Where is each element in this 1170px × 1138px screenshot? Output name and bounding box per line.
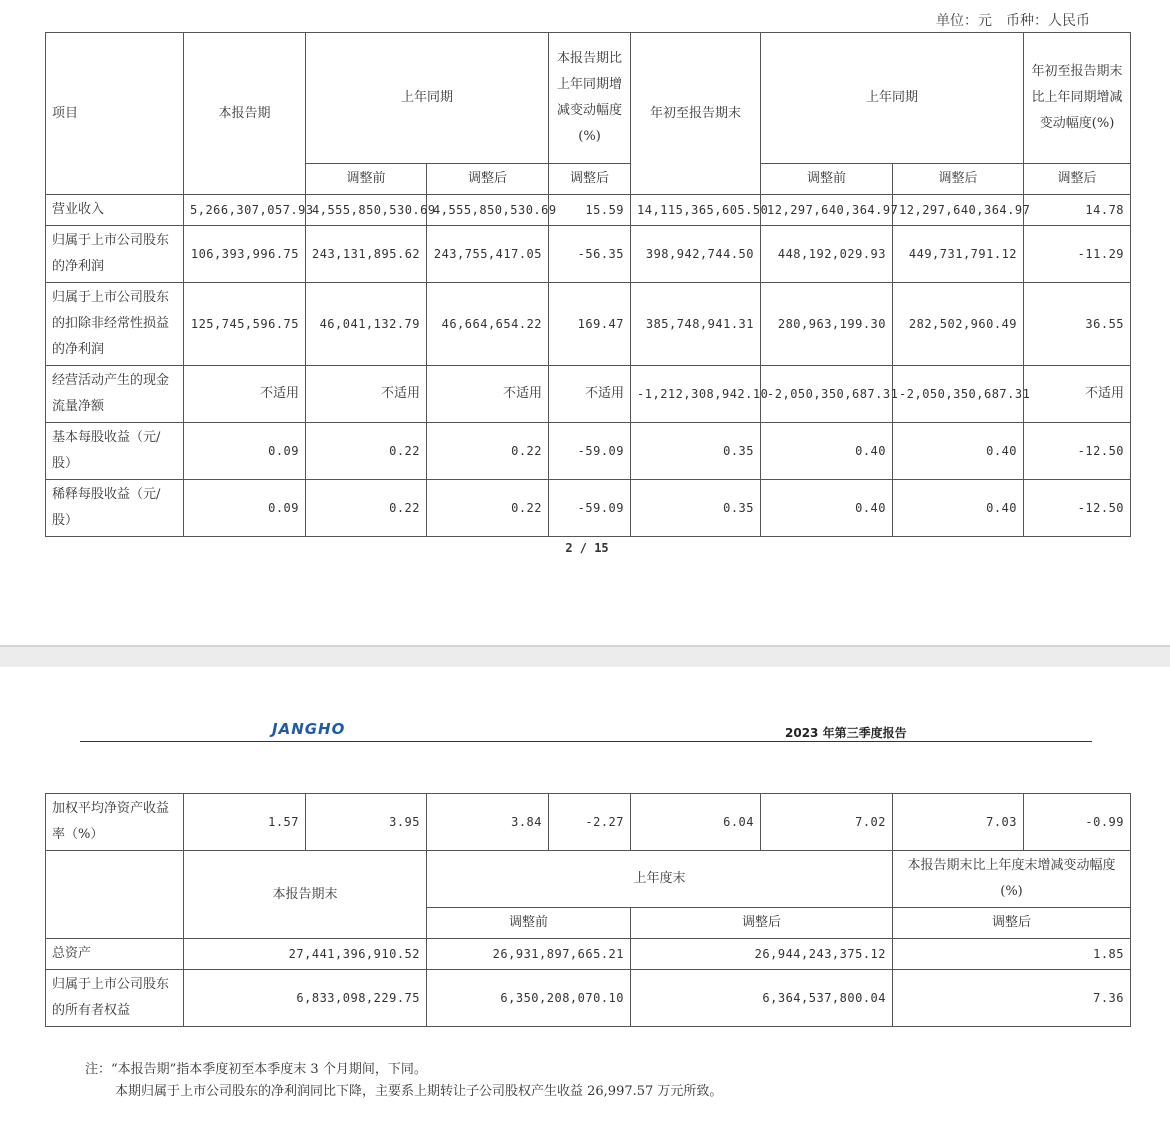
table-cell: 27,441,396,910.52 <box>184 939 427 970</box>
table-cell: 6.04 <box>631 794 761 851</box>
table-cell: 449,731,791.12 <box>893 226 1024 283</box>
table-cell: 3.95 <box>306 794 427 851</box>
table-cell: 125,745,596.75 <box>184 283 306 366</box>
table-cell: 6,350,208,070.10 <box>427 970 631 1027</box>
table-cell: 0.35 <box>631 480 761 537</box>
footnote <box>85 1059 722 1103</box>
table-cell: 15.59 <box>549 195 631 226</box>
table-cell: 1.57 <box>184 794 306 851</box>
table-cell: -2,050,350,687.31 <box>761 366 893 423</box>
row-label: 归属于上市公司股东的所有者权益 <box>46 970 184 1027</box>
table-cell: -59.09 <box>549 423 631 480</box>
header-before-adjust: 调整前 <box>306 164 427 195</box>
table-cell: 448,192,029.93 <box>761 226 893 283</box>
table-row <box>46 794 1131 851</box>
page-number: 2 / 15 <box>565 541 609 555</box>
table-cell: 0.40 <box>761 480 893 537</box>
row-label: 归属于上市公司股东的扣除非经常性损益的净利润 <box>46 283 184 366</box>
row-label: 稀释每股收益（元/股） <box>46 480 184 537</box>
row-label: 营业收入 <box>46 195 184 226</box>
table-cell: 0.22 <box>427 480 549 537</box>
header-period-end: 本报告期末 <box>184 851 427 939</box>
table-cell: 不适用 <box>306 366 427 423</box>
header-before-adjust: 调整前 <box>761 164 893 195</box>
header-last-year-end: 上年度末 <box>427 851 893 908</box>
row-label: 归属于上市公司股东的净利润 <box>46 226 184 283</box>
header-period-change: 本报告期末比上年度末增减变动幅度(%) <box>893 851 1131 908</box>
table-cell: 46,664,654.22 <box>427 283 549 366</box>
key-financials-table-continued <box>45 793 1131 1027</box>
row-label: 总资产 <box>46 939 184 970</box>
key-financials-table <box>45 32 1131 537</box>
table-cell: 243,755,417.05 <box>427 226 549 283</box>
table-cell: 282,502,960.49 <box>893 283 1024 366</box>
table-cell: 6,833,098,229.75 <box>184 970 427 1027</box>
table-row <box>46 366 1131 423</box>
table-cell: 12,297,640,364.97 <box>761 195 893 226</box>
header-after-adjust: 调整后 <box>1024 164 1131 195</box>
table-cell: 26,931,897,665.21 <box>427 939 631 970</box>
table-cell: 不适用 <box>549 366 631 423</box>
table-row <box>46 283 1131 366</box>
table-cell: 14,115,365,605.50 <box>631 195 761 226</box>
table-row <box>46 939 1131 970</box>
table-cell: -1,212,308,942.10 <box>631 366 761 423</box>
header-empty <box>46 851 184 939</box>
table-cell: 169.47 <box>549 283 631 366</box>
header-change-pct: 本报告期比上年同期增减变动幅度(%) <box>549 33 631 164</box>
table-cell: -12.50 <box>1024 480 1131 537</box>
table-cell: 7.36 <box>893 970 1131 1027</box>
table-row <box>46 480 1131 537</box>
table-cell: 0.35 <box>631 423 761 480</box>
table-cell: 385,748,941.31 <box>631 283 761 366</box>
company-logo: JANGHO <box>272 720 346 738</box>
page-break-divider <box>0 645 1170 667</box>
header-ytd: 年初至报告期末 <box>631 33 761 195</box>
table-cell: 4,555,850,530.69 <box>427 195 549 226</box>
header-ytd-change-pct: 年初至报告期末比上年同期增减变动幅度(%) <box>1024 33 1131 164</box>
table-cell: -2,050,350,687.31 <box>893 366 1024 423</box>
unit-currency-line: 单位：元 币种：人民币 <box>936 13 1090 29</box>
header-prev-same-period-ytd: 上年同期 <box>761 33 1024 164</box>
table-cell: 0.09 <box>184 423 306 480</box>
table-cell: 7.02 <box>761 794 893 851</box>
table-cell: 243,131,895.62 <box>306 226 427 283</box>
header-before-adjust: 调整前 <box>427 908 631 939</box>
table-cell: -12.50 <box>1024 423 1131 480</box>
table-cell: 6,364,537,800.04 <box>631 970 893 1027</box>
table-cell: 0.40 <box>761 423 893 480</box>
header-after-adjust: 调整后 <box>549 164 631 195</box>
table-row <box>46 423 1131 480</box>
header-after-adjust: 调整后 <box>631 908 893 939</box>
table-row <box>46 970 1131 1027</box>
header-rule <box>80 741 1092 742</box>
table-cell: 1.85 <box>893 939 1131 970</box>
table-cell: 不适用 <box>184 366 306 423</box>
header-after-adjust: 调整后 <box>893 908 1131 939</box>
row-label: 基本每股收益（元/股） <box>46 423 184 480</box>
table-cell: 0.22 <box>306 423 427 480</box>
table-cell: 0.40 <box>893 423 1024 480</box>
header-current-period: 本报告期 <box>184 33 306 195</box>
table-cell: 280,963,199.30 <box>761 283 893 366</box>
table-cell: 4,555,850,530.69 <box>306 195 427 226</box>
table-cell: -56.35 <box>549 226 631 283</box>
table-cell: -11.29 <box>1024 226 1131 283</box>
table-cell: 46,041,132.79 <box>306 283 427 366</box>
table-cell: 106,393,996.75 <box>184 226 306 283</box>
table-cell: 0.22 <box>306 480 427 537</box>
table-cell: -59.09 <box>549 480 631 537</box>
table-cell: 398,942,744.50 <box>631 226 761 283</box>
footnote-line: 本期归属于上市公司股东的净利润同比下降，主要系上期转让子公司股权产生收益 26,997.57 万元所致。 <box>115 1084 723 1099</box>
footnote-line: 注：“本报告期”指本季度初至本季度末 3 个月期间，下同。 <box>85 1062 427 1077</box>
table-row <box>46 226 1131 283</box>
table-cell: 26,944,243,375.12 <box>631 939 893 970</box>
table-cell: 0.22 <box>427 423 549 480</box>
table-cell: 7.03 <box>893 794 1024 851</box>
table-row <box>46 195 1131 226</box>
table-cell: 36.55 <box>1024 283 1131 366</box>
table-cell: 3.84 <box>427 794 549 851</box>
table-cell: 12,297,640,364.97 <box>893 195 1024 226</box>
row-label: 加权平均净资产收益率（%） <box>46 794 184 851</box>
table-cell: 5,266,307,057.93 <box>184 195 306 226</box>
table-cell: -0.99 <box>1024 794 1131 851</box>
table-cell: 14.78 <box>1024 195 1131 226</box>
table-cell: 0.40 <box>893 480 1024 537</box>
table-cell: 不适用 <box>427 366 549 423</box>
table-cell: 不适用 <box>1024 366 1131 423</box>
header-item: 项目 <box>46 33 184 195</box>
header-prev-same-period: 上年同期 <box>306 33 549 164</box>
row-label: 经营活动产生的现金流量净额 <box>46 366 184 423</box>
table-cell: 0.09 <box>184 480 306 537</box>
report-title: 2023 年第三季度报告 <box>785 726 907 740</box>
table-cell: -2.27 <box>549 794 631 851</box>
header-after-adjust: 调整后 <box>427 164 549 195</box>
header-after-adjust: 调整后 <box>893 164 1024 195</box>
